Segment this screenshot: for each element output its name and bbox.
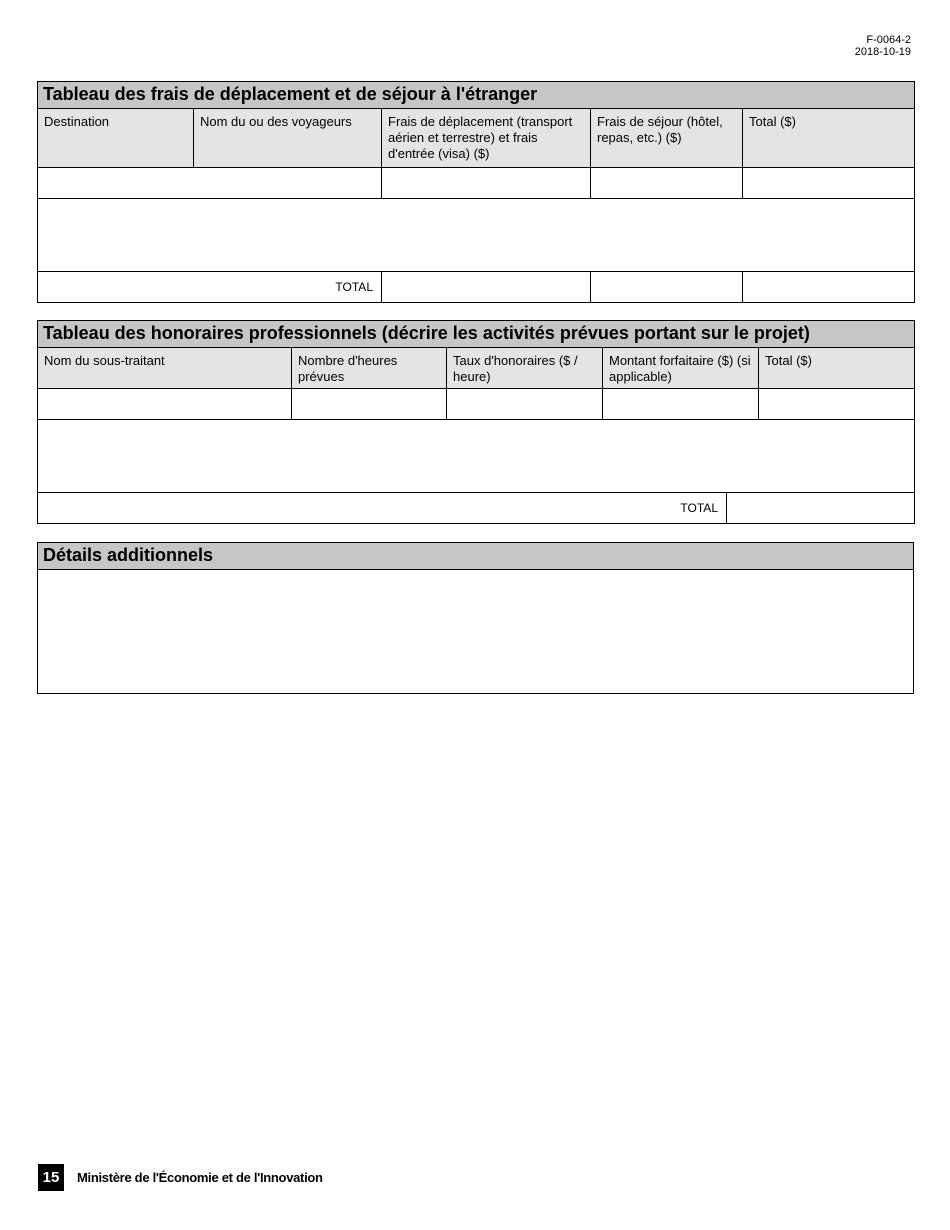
rate-field[interactable]	[447, 389, 603, 420]
form-identifier	[855, 34, 911, 58]
professional-fees-section	[37, 320, 914, 524]
fees-row-total-field[interactable]	[759, 389, 915, 420]
hours-field[interactable]	[292, 389, 447, 420]
col-travelers: Nom du ou des voyageurs	[194, 109, 382, 168]
fees-total-label: TOTAL	[38, 493, 727, 524]
col-travel-costs: Frais de déplacement (transport aérien et terrestre) et frais d'entrée (visa) ($)	[382, 109, 591, 168]
details-field[interactable]	[38, 570, 914, 694]
table-row	[38, 199, 915, 272]
stay-costs-total-field[interactable]	[591, 272, 743, 303]
table-row	[38, 420, 915, 493]
subcontractor-field[interactable]	[38, 389, 292, 420]
page-footer	[38, 1164, 323, 1191]
stay-costs-field[interactable]	[591, 168, 743, 199]
form-code: F-0064-2	[866, 34, 911, 46]
travel-grand-total-field[interactable]	[743, 272, 915, 303]
professional-fees-table	[37, 320, 915, 524]
col-hours: Nombre d'heures prévues	[292, 348, 447, 389]
travel-notes-field[interactable]	[38, 199, 915, 272]
col-fees-total: Total ($)	[759, 348, 915, 389]
col-destination: Destination	[38, 109, 194, 168]
additional-details-table	[37, 542, 914, 694]
travel-table-title: Tableau des frais de déplacement et de séjour à l'étranger	[38, 82, 915, 109]
destination-travelers-field[interactable]	[38, 168, 382, 199]
fees-notes-field[interactable]	[38, 420, 915, 493]
page-number: 15	[38, 1164, 64, 1191]
col-flat-amount: Montant forfaitaire ($) (si applicable)	[603, 348, 759, 389]
ministry-name: Ministère de l'Économie et de l'Innovation	[77, 1170, 323, 1185]
col-rate: Taux d'honoraires ($ / heure)	[447, 348, 603, 389]
row-total-field[interactable]	[743, 168, 915, 199]
total-row	[38, 493, 915, 524]
flat-amount-field[interactable]	[603, 389, 759, 420]
col-subcontractor: Nom du sous-traitant	[38, 348, 292, 389]
col-stay-costs: Frais de séjour (hôtel, repas, etc.) ($)	[591, 109, 743, 168]
fees-table-title: Tableau des honoraires professionnels (décrire les activités prévues portant sur le projet)	[38, 321, 915, 348]
travel-expenses-section	[37, 81, 914, 303]
travel-costs-total-field[interactable]	[382, 272, 591, 303]
travel-costs-field[interactable]	[382, 168, 591, 199]
table-row	[38, 168, 915, 199]
travel-expenses-table	[37, 81, 915, 303]
table-row	[38, 389, 915, 420]
fees-grand-total-field[interactable]	[727, 493, 915, 524]
additional-details-section	[37, 542, 914, 694]
details-title: Détails additionnels	[38, 543, 914, 570]
col-total: Total ($)	[743, 109, 915, 168]
travel-total-label: TOTAL	[38, 272, 382, 303]
form-date: 2018-10-19	[854, 46, 911, 58]
total-row	[38, 272, 915, 303]
